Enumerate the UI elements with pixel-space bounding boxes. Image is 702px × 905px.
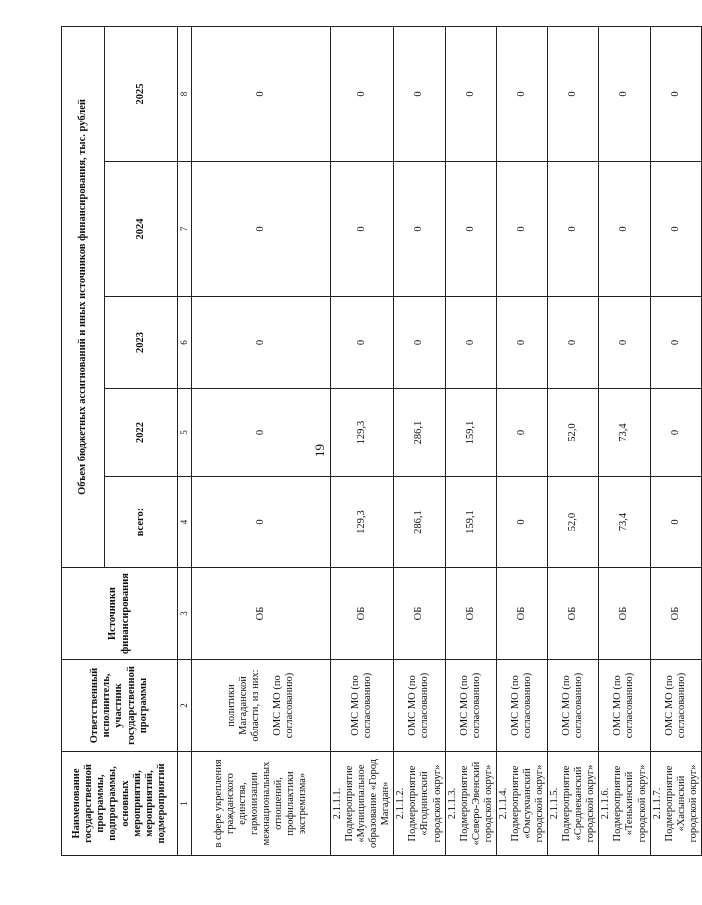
row-2024: 0 [496,162,547,297]
header-total: всего: [105,477,178,568]
row-2025: 0 [192,26,331,161]
row-source: ОБ [445,568,496,660]
row-2023: 0 [496,297,547,389]
row-2025: 0 [650,26,701,161]
funding-table [61,26,702,856]
row-2022: 0 [496,389,547,477]
table-row [548,26,599,855]
table-row [394,26,445,855]
header-sources: Источники финансирования [62,568,178,660]
table-row [650,26,701,855]
executor-detail: ОМС МО (по согласованию) [272,672,296,739]
row-2023: 0 [650,297,701,389]
column-number: 5 [178,389,192,477]
row-name: 2.1.1.1. Подмероприятие «Муниципальное образование «Город Магадан» [331,752,394,856]
header-executor: Ответственный исполнитель, участник государственной программы [62,660,178,752]
executor-top: политики Магаданской области, из них: [225,669,261,742]
header-2024: 2024 [105,162,178,297]
row-source: ОБ [650,568,701,660]
row-2024: 0 [331,162,394,297]
row-total: 0 [650,477,701,568]
row-executor: ОМС МО (по согласованию) [445,660,496,752]
row-2024: 0 [548,162,599,297]
row-total: 159,1 [445,477,496,568]
row-executor: ОМС МО (по согласованию) [331,660,394,752]
row-2023: 0 [331,297,394,389]
row-2022: 0 [650,389,701,477]
row-2025: 0 [331,26,394,161]
row-total: 286,1 [394,477,445,568]
header-2023: 2023 [105,297,178,389]
row-2023: 0 [548,297,599,389]
row-executor: ОМС МО (по согласованию) [650,660,701,752]
row-2023: 0 [192,297,331,389]
row-2025: 0 [445,26,496,161]
row-2022: 129,3 [331,389,394,477]
row-name: 2.1.1.2. Подмероприятие «Ягоднинский городской округ» [394,752,445,856]
column-number: 1 [178,752,192,856]
row-2022: 52,0 [548,389,599,477]
row-executor: ОМС МО (по согласованию) [548,660,599,752]
row-2025: 0 [394,26,445,161]
row-total: 0 [496,477,547,568]
row-name: 2.1.1.6. Подмероприятие «Тенькинский городской округ» [599,752,650,856]
row-total: 129,3 [331,477,394,568]
row-executor: ОМС МО (по согласованию) [496,660,547,752]
row-source: ОБ [192,568,331,660]
row-2024: 0 [650,162,701,297]
row-2023: 0 [599,297,650,389]
table-row [192,26,331,855]
column-number: 8 [178,26,192,161]
row-2025: 0 [599,26,650,161]
rotated-table-page [61,27,699,856]
row-2025: 0 [496,26,547,161]
row-total: 0 [192,477,331,568]
row-executor: ОМС МО (по согласованию) [599,660,650,752]
row-2024: 0 [445,162,496,297]
row-2022: 73,4 [599,389,650,477]
header-funding: Объем бюджетных ассигнований и иных источников финансирования, тыс. рублей [62,26,105,567]
header-name: Наименование государственной программы, подпрограммы, основных мероприятий, мероприятий, подмероприятий [62,752,178,856]
row-total: 52,0 [548,477,599,568]
header-2022: 2022 [105,389,178,477]
column-number: 6 [178,297,192,389]
row-2022: 159,1 [445,389,496,477]
row-2023: 0 [394,297,445,389]
row-source: ОБ [496,568,547,660]
row-name: в сфере укрепления гражданского единства, гармонизации межнациональных отношений, профилактики экстремизма» [192,752,331,856]
row-2023: 0 [445,297,496,389]
table-row [599,26,650,855]
column-number: 4 [178,477,192,568]
row-2024: 0 [394,162,445,297]
column-numbers-row [178,26,192,855]
row-name: 2.1.1.5. Подмероприятие «Среднеканский городской округ» [548,752,599,856]
row-source: ОБ [548,568,599,660]
row-2024: 0 [599,162,650,297]
table-row [496,26,547,855]
table-row [445,26,496,855]
row-name: 2.1.1.4. Подмероприятие «Омсукчанский городской округ» [496,752,547,856]
row-2024: 0 [192,162,331,297]
row-2022: 286,1 [394,389,445,477]
row-2022: 0 [192,389,331,477]
row-2025: 0 [548,26,599,161]
row-source: ОБ [599,568,650,660]
row-name: 2.1.1.3. Подмероприятие «Северо-Эвенский городской округ» [445,752,496,856]
column-number: 7 [178,162,192,297]
table-row [331,26,394,855]
row-executor [192,660,331,752]
page-number: 19 [312,444,327,458]
header-2025: 2025 [105,26,178,161]
row-total: 73,4 [599,477,650,568]
column-number: 2 [178,660,192,752]
row-executor: ОМС МО (по согласованию) [394,660,445,752]
row-source: ОБ [394,568,445,660]
column-number: 3 [178,568,192,660]
row-name: 2.1.1.7. Подмероприятие «Хасынский городской округ» [650,752,701,856]
row-source: ОБ [331,568,394,660]
